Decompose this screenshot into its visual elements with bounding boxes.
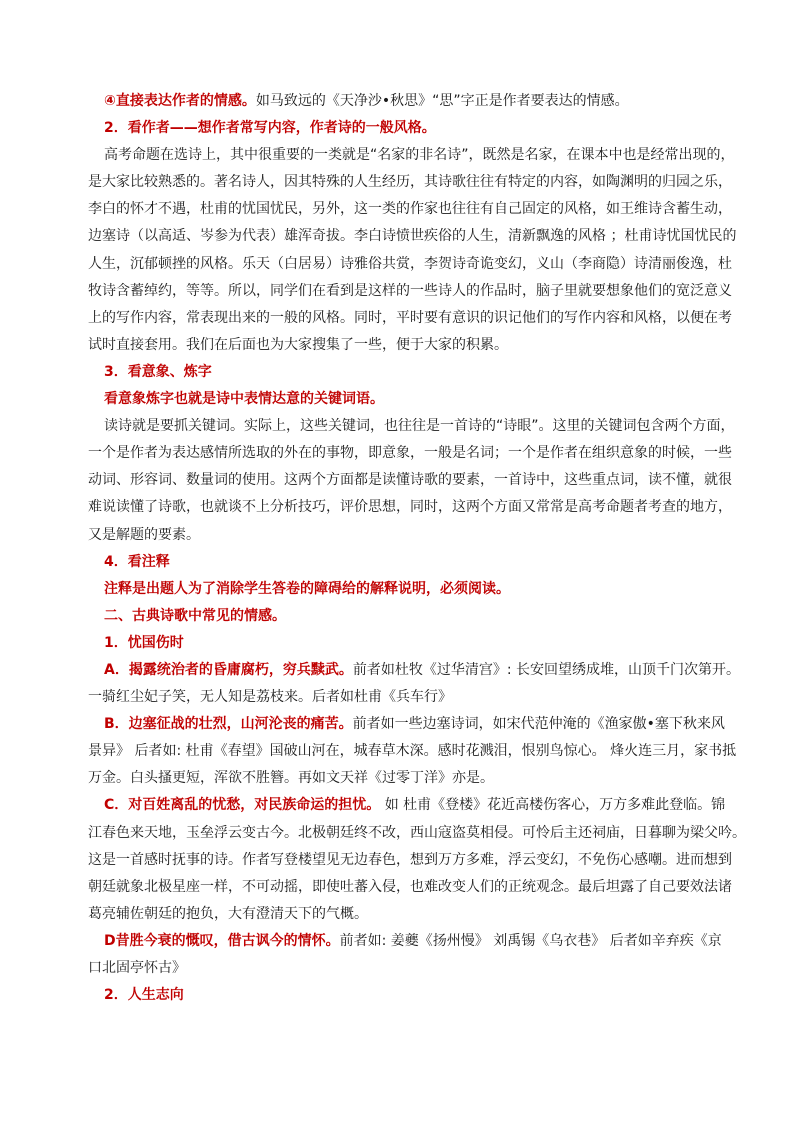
item-c-line: 葛亮辅佐朝廷的抱负，大有澄清天下的气概。: [88, 905, 368, 922]
section-3-para-line: 动词、形容词、数量词的使用。这两个方面都是读懂诗歌的要素，一首诗中，这些重点词，读不懂，就很: [88, 472, 732, 489]
section-4-subheading: 注释是出题人为了消除学生答卷的障碍给的解释说明，必须阅读。: [104, 580, 510, 597]
section-2-para-line: 牧诗含蓄绰约，等等。所以，同学们在看到是这样的一些诗人的作品时，脑子里就要想象他们的宽泛意义: [88, 282, 732, 299]
item-a-text: 前者如杜牧《过华清宫》: 长安回望绣成堆，山顶千门次第开。: [352, 661, 741, 678]
section-2-para-line: 人生，沉郁顿挫的风格。乐天（白居易）诗雅俗共赏，李贺诗奇诡变幻，义山（李商隐）诗清丽俊逸，杜: [88, 255, 732, 272]
section-3-heading: 3．看意象、炼字: [104, 363, 212, 380]
section-2-para-line: 是大家比较熟悉的。著名诗人，因其特殊的人生经历，其诗歌往往有特定的内容，如陶渊明的归园之乐，: [88, 174, 732, 191]
item-d-line: 口北固亭怀古》: [88, 960, 186, 976]
item-b-text: 前者如一些边塞诗词，如宋代范仲淹的《渔家傲•塞下秋来风: [352, 716, 725, 733]
part-2-sub-1: 1．忧国伤时: [104, 634, 184, 651]
section-2-para-line: 高考命题在选诗上，其中很重要的一类就是“名家的非名诗”，既然是名家，在课本中也是经常出现的，: [104, 147, 735, 164]
item-d-heading: D昔胜今衰的慨叹，借古讽今的情怀。: [104, 932, 340, 949]
section-2-para-line: 试时直接套用。我们在后面也为大家搜集了一些，便于大家的积累。: [88, 336, 508, 353]
section-2-para-line: 上的写作内容，常表现出来的一般的风格。同时，平时要有意识的识记他们的写作内容和风格，以便在考: [88, 309, 732, 326]
item-c-heading: C．对百姓离乱的忧愁，对民族命运的担忧。: [104, 797, 381, 814]
item-c-text: 如 杜甫《登楼》花近高楼伤客心，万方多难此登临。锦: [380, 797, 726, 814]
part-2-sub-2: 2．人生志向: [104, 987, 184, 1004]
section-3-para-line: 一个是作者为表达感情所选取的外在的事物，即意象，一般是名词；一个是作者在组织意象的时候，一些: [88, 445, 732, 462]
section-3-para-line: 又是解题的要素。: [88, 526, 200, 543]
section-2-para-line: 李白的怀才不遇，杜甫的忧国忧民，另外，这一类的作家也往往有自己固定的风格，如王维诗含蓄生动，: [88, 201, 732, 218]
item-c-line: 朝廷就象北极星座一样，不可动摇，即使吐蕃入侵，也难改变人们的正统观念。最后坦露了自己要效法诸: [88, 878, 732, 895]
item-c-line: 这是一首感时抚事的诗。作者写登楼望见无边春色，想到万方多难，浮云变幻，不免伤心感嘲。进而想到: [88, 851, 732, 868]
item-d-text: 前者如: 姜夔《扬州慢》 刘禹锡《乌衣巷》 后者如辛弃疾《京: [339, 932, 722, 949]
item-a-line: [88, 657, 740, 684]
item-c-line: [88, 792, 740, 819]
section-1-line: [88, 88, 740, 115]
item-b-line: 万金。白头搔更短，浑欲不胜簪。再如文天祥《过零丁洋》亦是。: [88, 770, 494, 787]
section-2-para-line: 边塞诗（以高适、岑参为代表）雄浑奇拔。李白诗愤世疾俗的人生，清新飘逸的风格 ；杜甫诗忧国忧民的: [88, 228, 737, 245]
item-b-heading: B．边塞征战的壮烈，山河沦丧的痛苦。: [104, 716, 353, 733]
point-4-heading: ④直接表达作者的情感。: [104, 93, 256, 109]
section-3-para-line: 读诗就是要抓关键词。实际上，这些关键词，也往往是一首诗的“诗眼”。这里的关键词包含两个方面，: [104, 418, 735, 435]
item-b-line: 景异》 后者如: 杜甫《春望》国破山河在，城春草木深。感时花溅泪，恨别鸟惊心。 烽火连三月，家书抵: [88, 743, 737, 760]
document-page: [88, 88, 746, 1009]
section-4-heading: 4．看注释: [104, 553, 170, 570]
item-a-heading: A．揭露统治者的昏庸腐朽，穷兵黩武。: [104, 661, 353, 678]
item-c-line: 江春色来天地，玉垒浮云变古今。北极朝廷终不改，西山寇盗莫相侵。可怜后主还祠庙，日暮聊为梁父吟。: [88, 824, 746, 841]
part-2-heading: 二、古典诗歌中常见的情感。: [104, 607, 286, 624]
item-a-line: 一骑红尘妃子笑，无人知是荔枝来。后者如杜甫《兵车行》: [88, 689, 452, 706]
item-d-line: [88, 928, 740, 955]
section-3-para-line: 难说读懂了诗歌，也就谈不上分析技巧，评价思想，同时，这两个方面又常常是高考命题者考查的地方，: [88, 499, 732, 516]
section-2-heading: 2．看作者——想作者常写内容，作者诗的一般风格。: [104, 120, 436, 137]
section-3-subheading: 看意象炼字也就是诗中表情达意的关键词语。: [104, 391, 384, 408]
item-b-line: [88, 711, 740, 738]
point-4-text: 如马致远的《天净沙•秋思》“思”字正是作者要表达的情感。: [255, 93, 629, 109]
